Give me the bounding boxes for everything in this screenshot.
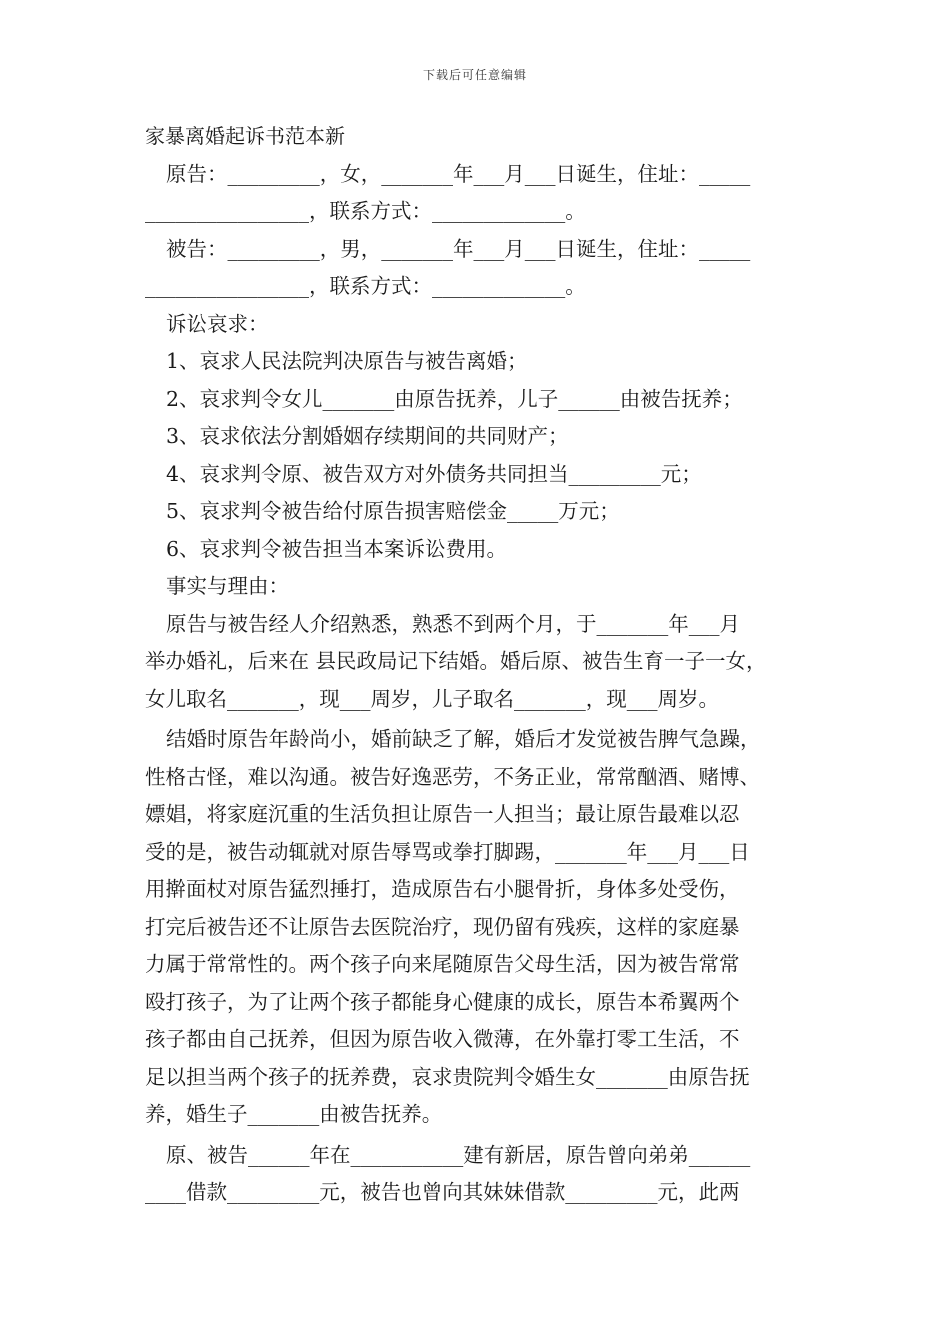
para2-line: 嫖娼，将家庭沉重的生活负担让原告一人担当；最让原告最难以忍 bbox=[145, 802, 740, 826]
para2-line: 殴打孩子，为了让两个孩子都能身心健康的成长，原告本希翼两个 bbox=[145, 989, 740, 1014]
para1-line: 举办婚礼，后来在 县民政局记下结婚。婚后原、被告生育一子一女， bbox=[145, 649, 767, 673]
facts-heading: 事实与理由： bbox=[166, 574, 289, 598]
plaintiff-line-1: 原告：_________，女，_______年___月___日诞生，住址：_____ bbox=[166, 161, 751, 186]
para2-line: 性格古怪，难以沟通。被告好逸恶劳，不务正业，常常酗酒、赌博、 bbox=[145, 764, 760, 789]
para2-line: 孩子都由自己抚养，但因为原告收入微薄，在外靠打零工生活，不 bbox=[145, 1027, 740, 1051]
para2-line: 结婚时原告年龄尚小，婚前缺乏了解，婚后才发觉被告脾气急躁， bbox=[166, 727, 761, 751]
defendant-line-1: 被告：_________，男，_______年___月___日诞生，住址：_____ bbox=[166, 236, 751, 261]
para2-line: 打完后被告还不让原告去医院治疗，现仍留有残疾，这样的家庭暴 bbox=[145, 914, 740, 939]
para2-line: 足以担当两个孩子的抚养费，哀求贵院判令婚生女_______由原告抚 bbox=[145, 1064, 750, 1089]
plaintiff-line-2: ________________，联系方式：_____________。 bbox=[145, 199, 586, 223]
defendant-line-2: ________________，联系方式：_____________。 bbox=[145, 274, 586, 298]
claim-item: 1、哀求人民法院判决原告与被告离婚； bbox=[166, 349, 528, 373]
claim-item: 5、哀求判令被告给付原告损害赔偿金_____万元； bbox=[166, 499, 620, 523]
document-title: 家暴离婚起诉书范本新 bbox=[145, 124, 345, 148]
claim-item: 2、哀求判令女儿_______由原告抚养，儿子______由被告抚养； bbox=[166, 386, 743, 411]
para2-line: 用擀面杖对原告猛烈捶打，造成原告右小腿骨折，身体多处受伤， bbox=[145, 877, 740, 901]
claim-item: 4、哀求判令原、被告双方对外债务共同担当_________元； bbox=[166, 461, 702, 486]
para1-line: 原告与被告经人介绍熟悉，熟悉不到两个月，于_______年___月 bbox=[166, 611, 740, 636]
document-body bbox=[145, 118, 815, 1212]
para1-line: 女儿取名_______，现___周岁，儿子取名_______，现___周岁。 bbox=[145, 686, 719, 711]
para2-line: 受的是，被告动辄就对原告辱骂或拳打脚踢，_______年___月___日 bbox=[145, 839, 750, 864]
para2-line: 养，婚生子_______由被告抚养。 bbox=[145, 1102, 443, 1126]
para3-line: ____借款_________元，被告也曾向其妹妹借款_________元，此两 bbox=[145, 1180, 740, 1204]
claims-heading: 诉讼哀求： bbox=[166, 311, 269, 336]
claim-item: 3、哀求依法分割婚姻存续期间的共同财产； bbox=[166, 424, 569, 448]
para2-line: 力属于常常性的。两个孩子向来尾随原告父母生活，因为被告常常 bbox=[145, 952, 740, 976]
claim-item: 6、哀求判令被告担当本案诉讼费用。 bbox=[166, 536, 508, 561]
page-header: 下载后可任意编辑 bbox=[422, 68, 527, 82]
para3-line: 原、被告______年在___________建有新居，原告曾向弟弟______ bbox=[166, 1142, 751, 1167]
